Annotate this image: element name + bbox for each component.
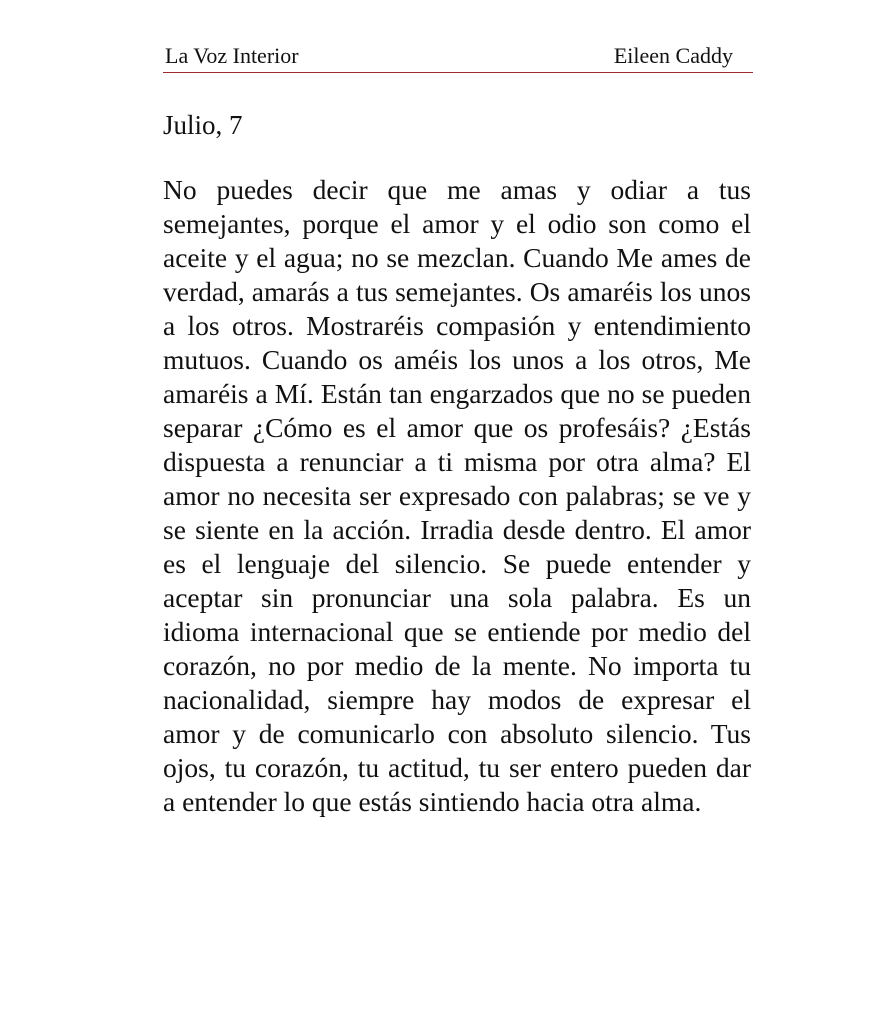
entry-date: Julio, 7	[163, 110, 243, 140]
book-title: La Voz Interior	[165, 43, 299, 68]
author-name: Eileen Caddy	[613, 43, 733, 68]
page-header	[163, 42, 753, 73]
entry-body-text: No puedes decir que me amas y odiar a tus semejantes, porque el amor y el odio son como el aceite y el agua; no se mezclan. Cuando Me ames de verdad, amarás a tus semejantes. Os amaréis los unos a los otros. Mostraréis compasión y entendimiento mutuos. Cuando os améis los unos a los otros, Me amaréis a Mí. Están tan engarzados que no se pueden separar ¿Cómo es el amor que os profesáis? ¿Estás dispuesta a renunciar a ti misma por otra alma? El amor no necesita ser expresado con palabras; se ve y se siente en la acción. Irradia desde dentro. El amor es el lenguaje del silencio. Se puede entender y aceptar sin pronunciar una sola palabra. Es un idioma internacional que se entiende por medio del corazón, no por medio de la mente. No importa tu nacionalidad, siempre hay modos de expresar el amor y de comunicarlo con absoluto silencio. Tus ojos, tu corazón, tu actitud, tu ser entero pueden dar a entender lo que estás sintiendo hacia otra alma.	[163, 174, 751, 817]
